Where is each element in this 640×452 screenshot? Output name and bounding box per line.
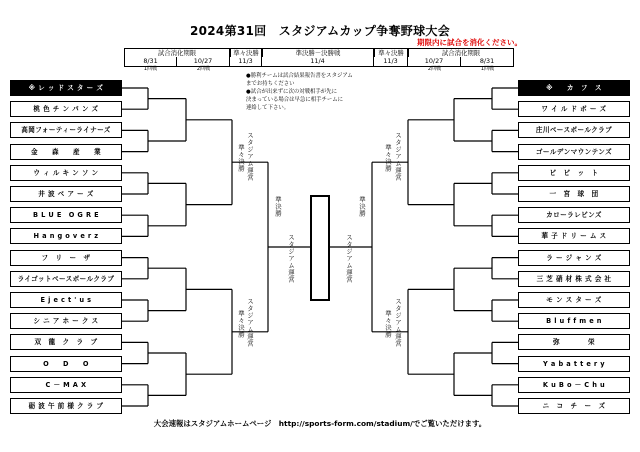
right-team-box: 華 子 ド リ ー ム ス	[518, 228, 630, 244]
qf-bottom-left-sub: 準々決勝	[237, 310, 245, 338]
final-date: 11/4	[262, 57, 374, 67]
page-title: 2024第31回 スタジアムカップ争奪野球大会	[189, 24, 451, 38]
right-team-box: 弥 栄	[518, 334, 630, 350]
left-team-box: フ リ ー ザ	[10, 250, 122, 266]
left-team-box: E j e c t ' u s	[10, 292, 122, 308]
qf-bottom-right-label: スタジアム運営	[394, 298, 402, 347]
left-team-box: 砺 波 午 前 様 ク ラ ブ	[10, 398, 122, 414]
note-line: ●勝利チームは試合結果報告書をスタジアム	[246, 73, 353, 79]
left-team-box: シ ニ ア ホ ー ク ス	[10, 313, 122, 329]
left-team-box: ライゴットベースボールクラブ	[10, 271, 122, 287]
right-team-box: ※ カ フ ス	[518, 80, 630, 96]
sf-left-b: スタジアム運営	[287, 234, 295, 283]
header-right-qf: 準々決勝	[374, 48, 408, 59]
right-team-box: ワ イ ル ド ボ ー ズ	[518, 101, 630, 117]
right-r1-date: 8/31	[461, 57, 514, 67]
left-team-box: C － M A X	[10, 377, 122, 393]
qf-top-left-sub: 準々決勝	[237, 144, 245, 172]
right-team-box: ゴールデンマウンテンズ	[518, 144, 630, 160]
left-team-box: 金 森 産 業	[10, 144, 122, 160]
final-box	[311, 196, 329, 300]
footer-note: 大会速報はスタジアムホームページ http://sports-form.com/stadium/でご覧いただけます。	[153, 419, 487, 428]
right-r1-sub: 1回戦	[480, 66, 495, 72]
right-team-box: ビ ビ ッ ト	[518, 165, 630, 181]
deadline-note: 期限内に試合を消化ください。	[417, 38, 522, 47]
sf-right-b: スタジアム運営	[345, 234, 353, 283]
qf-bottom-right-sub: 準々決勝	[384, 310, 392, 338]
right-team-box: ニ コ チ ー ズ	[518, 398, 630, 414]
sf-left-a: 準決勝	[274, 196, 282, 217]
left-team-box: 高岡フォーティーライナーズ	[10, 122, 122, 138]
header-right-deadline: 試合消化期限	[408, 48, 514, 59]
qf-top-right-sub: 準々決勝	[384, 144, 392, 172]
right-r2-sub: 2回戦	[427, 66, 442, 72]
note-line: までお持ちください	[246, 81, 295, 87]
left-team-box: 桃 色 チ ン パ ン ズ	[10, 101, 122, 117]
qf-top-left-label: スタジアム運営	[246, 132, 254, 181]
left-team-box: ※ レ ッ ド ス タ ー ズ	[10, 80, 122, 96]
right-team-box: ラ ー ジ ャ ン ズ	[518, 250, 630, 266]
note-line: 決まっている場合は早急に相手チームに	[246, 97, 344, 103]
left-r2-date: 10/27	[177, 57, 230, 67]
right-team-box: 庄川ベースボールクラブ	[518, 122, 630, 138]
left-r1-sub: 1回戦	[143, 66, 158, 72]
left-qf-date: 11/3	[230, 57, 262, 67]
right-team-box: Y a b a t t e r y	[518, 356, 630, 372]
left-r1-date: 8/31	[124, 57, 177, 67]
sf-right-a: 準決勝	[358, 196, 366, 217]
qf-bottom-left-label: スタジアム運営	[246, 298, 254, 347]
left-team-box: H a n g o v e r z	[10, 228, 122, 244]
header-left-deadline: 試合消化期限	[124, 48, 230, 59]
left-team-box: 井 波 ベ ア ー ズ	[10, 186, 122, 202]
right-team-box: B l u f f m e n	[518, 313, 630, 329]
note-line: 連絡して下さい。	[246, 105, 290, 111]
note-line: ●試合が出来ずに次の対戦相手が先に	[246, 89, 337, 95]
right-team-box: モ ン ス タ ー ズ	[518, 292, 630, 308]
qf-top-right-label: スタジアム運営	[394, 132, 402, 181]
left-r2-sub: 2回戦	[196, 66, 211, 72]
left-team-box: O D O	[10, 356, 122, 372]
right-r2-date: 10/27	[408, 57, 461, 67]
right-team-box: カローラレビンズ	[518, 207, 630, 223]
header-left-qf: 準々決勝	[230, 48, 262, 59]
left-team-box: B L U E O G R E	[10, 207, 122, 223]
right-qf-date: 11/3	[374, 57, 408, 67]
right-team-box: 三 芝 硝 材 株 式 会 社	[518, 271, 630, 287]
right-team-box: K u B o － C h u	[518, 377, 630, 393]
right-team-box: 一 宮 球 団	[518, 186, 630, 202]
left-team-box: ウ ィ ル キ ン ソ ン	[10, 165, 122, 181]
left-team-box: 双 龍 ク ラ ブ	[10, 334, 122, 350]
header-center-sf: 準決勝－決勝戦	[262, 48, 374, 59]
